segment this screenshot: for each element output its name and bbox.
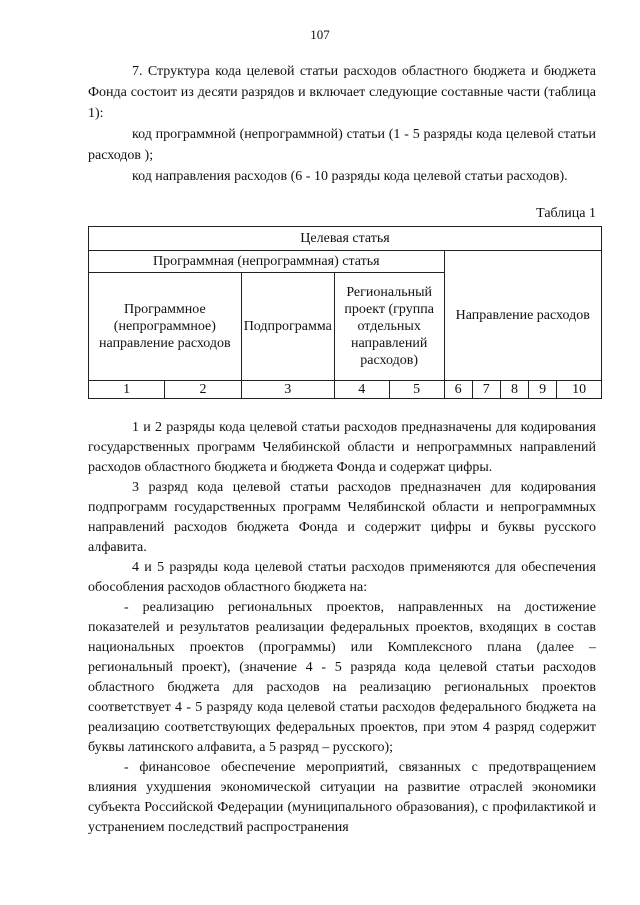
header-regional-project: Региональный проект (группа отдельных направлений расходов) (334, 273, 444, 381)
page-number: 107 (310, 27, 330, 42)
header-program-article: Программная (непрограммная) статья (89, 251, 445, 273)
body-list-item-regional-projects: - реализацию региональных проектов, направленных на достижение показателей и результатов реализации федеральных проектов, входящих в состав национальных проектов (программы) или Комплексного плана (далее – региональный проект), (значение 4 - 5 разряда кода целевой статьи расходов областного бюджета для расходов на реализацию региональных проектов соответствует 4 - 5 разряду кода целевой статьи расходов федерального бюджета на реализацию соответствующих федеральных проектов, при этом 4 разряд содержит буквы латинского алфавита, а 5 разряд – русского); (88, 600, 596, 755)
intro-paragraph-program-code: код программной (непрограммной) статьи (1 - 5 разряды кода целевой статьи расходов ); (88, 127, 596, 163)
body-section (88, 418, 596, 838)
digit-cell: 2 (165, 381, 241, 399)
body-paragraph-digit-3: 3 разряд кода целевой статьи расходов предназначен для кодирования подпрограмм государственных программ Челябинской области и непрограммных направлений расходов бюджета Фонда и содержит цифры и буквы русского алфавита. (88, 480, 596, 555)
body-paragraph-digits-1-2: 1 и 2 разряды кода целевой статьи расходов предназначены для кодирования государственных программ Челябинской области и непрограммных направлений расходов областного бюджета и бюджета Фонда и содержат цифры. (88, 420, 596, 475)
intro-paragraph-direction-code: код направления расходов (6 - 10 разряды кода целевой статьи расходов). (132, 169, 568, 184)
digit-cell: 7 (472, 381, 500, 399)
target-article-code-table (88, 226, 602, 399)
body-paragraph-digits-4-5: 4 и 5 разряды кода целевой статьи расходов применяются для обеспечения обособления расходов областного бюджета на: (88, 560, 596, 595)
digit-cell: 3 (241, 381, 334, 399)
table-caption: Таблица 1 (536, 206, 596, 221)
header-program-direction: Программное (непрограммное) направление расходов (89, 273, 242, 381)
intro-section (88, 61, 596, 187)
digit-cell: 8 (500, 381, 528, 399)
body-list-item-financing: - финансовое обеспечение мероприятий, связанных с предотвращением влияния ухудшения экономической ситуации на развитие отраслей экономики субъекта Российской Федерации (муниципального образования), с профилактикой и устранением последствий распространения (88, 760, 596, 835)
digit-cell: 9 (529, 381, 557, 399)
header-target-article: Целевая статья (89, 227, 602, 251)
intro-paragraph-structure: 7. Структура кода целевой статьи расходов областного бюджета и бюджета Фонда состоит из десяти разрядов и включает следующие составные части (таблица 1): (88, 64, 596, 121)
digit-cell: 10 (557, 381, 602, 399)
digit-cell: 1 (89, 381, 165, 399)
digit-cell: 5 (389, 381, 444, 399)
header-expense-direction: Направление расходов (444, 251, 602, 381)
digit-cell: 6 (444, 381, 472, 399)
header-subprogram: Подпрограмма (241, 273, 334, 381)
digit-cell: 4 (334, 381, 389, 399)
